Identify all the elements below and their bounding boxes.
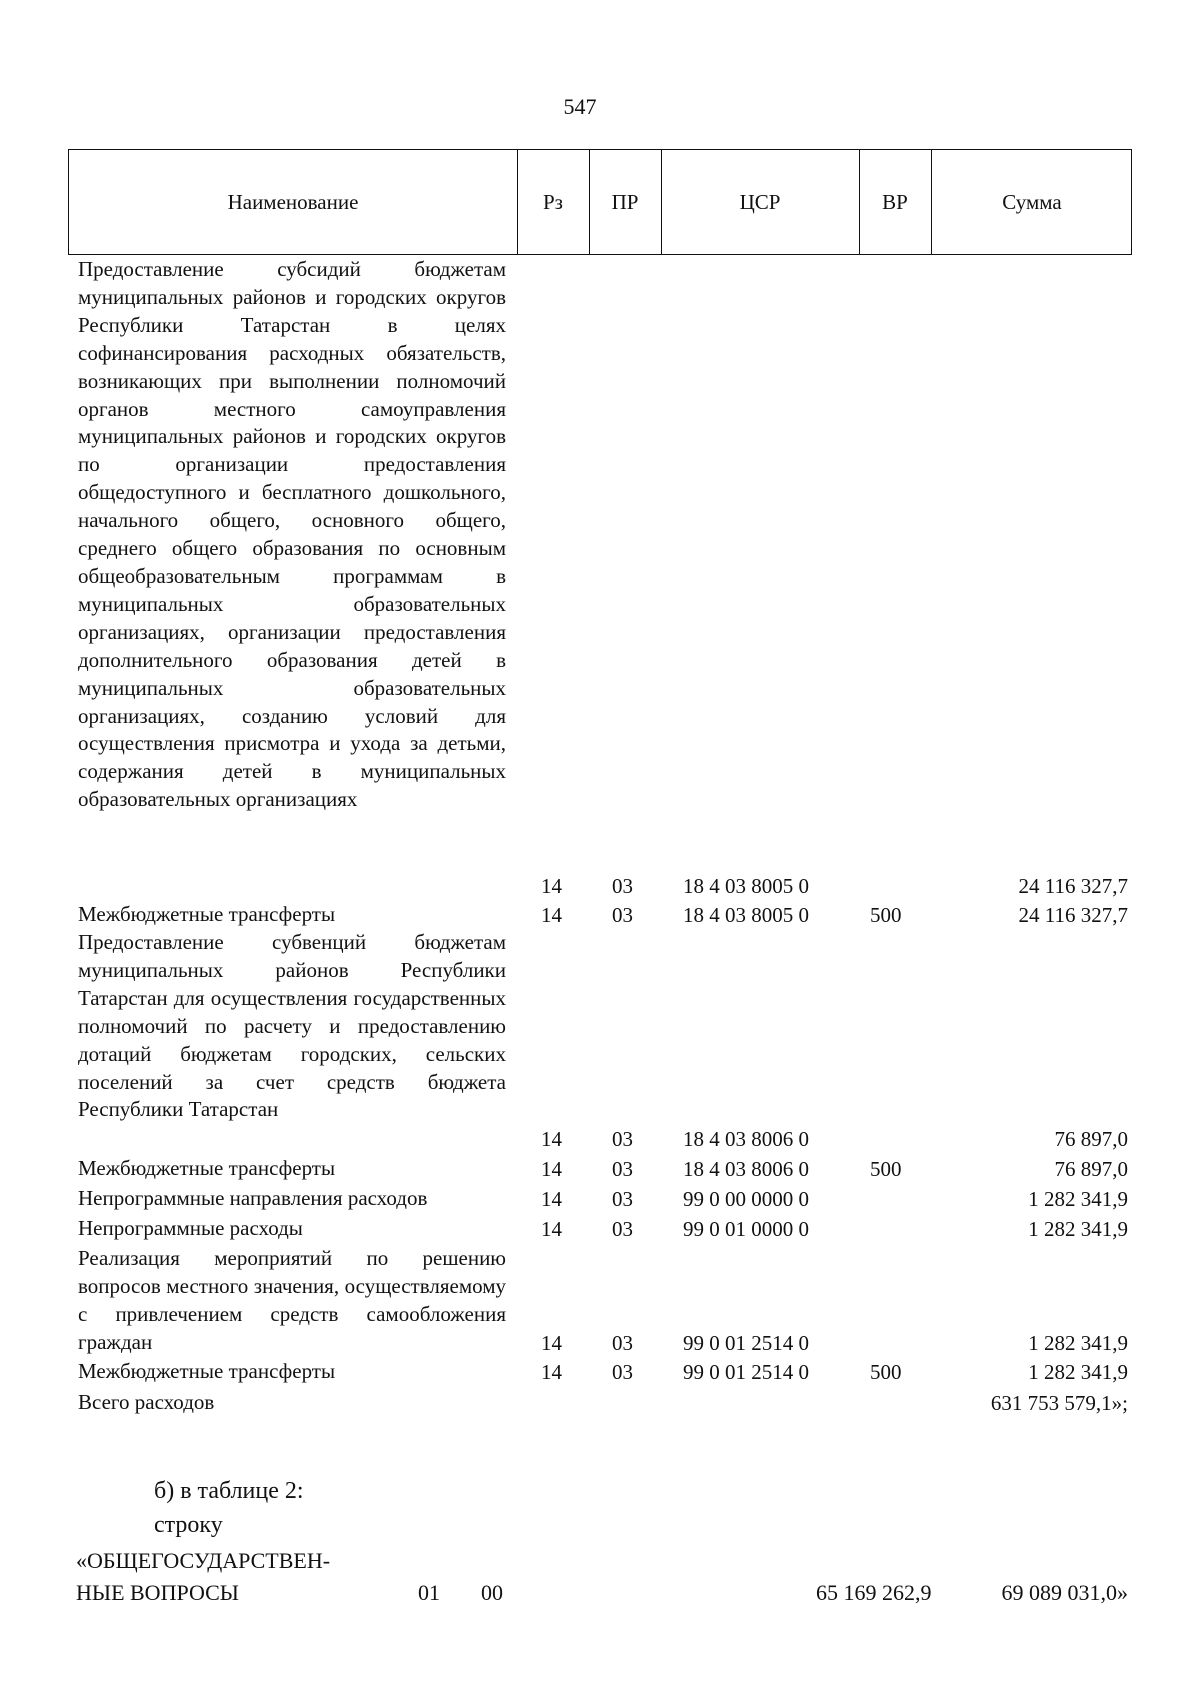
table2-sum1: 65 169 262,9	[816, 1580, 932, 1605]
row-7-rz: 14	[541, 1360, 562, 1384]
row-6-pr: 03	[612, 1331, 633, 1355]
row-0-rz: 14	[541, 874, 562, 898]
row-4-rz: 14	[541, 1187, 562, 1211]
row-6-rz: 14	[541, 1331, 562, 1355]
row-2-rz: 14	[541, 1127, 562, 1151]
row-2-csr: 18 4 03 8006 0	[683, 1127, 809, 1151]
row-2-sum: 76 897,0	[1054, 1127, 1128, 1151]
row-7-csr: 99 0 01 2514 0	[683, 1360, 809, 1384]
row-6-name: Реализация мероприятий по решению вопросов местного значения, осуществляемому с привлечением средств самообложения граждан	[78, 1246, 506, 1354]
page-number: 547	[563, 94, 597, 119]
row-6-sum: 1 282 341,9	[1028, 1331, 1128, 1355]
row-5-csr: 99 0 01 0000 0	[683, 1217, 809, 1241]
table2-sum2: 69 089 031,0»	[1001, 1580, 1128, 1605]
row-3-sum: 76 897,0	[1054, 1157, 1128, 1181]
table-header	[68, 149, 1132, 255]
row-3-pr: 03	[612, 1157, 633, 1181]
row-0-sum: 24 116 327,7	[1018, 874, 1128, 898]
table2-line-label: строку	[154, 1512, 223, 1538]
row-0-pr: 03	[612, 874, 633, 898]
row-1-csr: 18 4 03 8005 0	[683, 903, 809, 927]
row-3-rz: 14	[541, 1157, 562, 1181]
row-3-vr: 500	[870, 1157, 902, 1181]
table2-rz: 01	[418, 1580, 440, 1605]
row-4-name: Непрограммные направления расходов	[78, 1186, 428, 1210]
header-csr: ЦСР	[739, 189, 781, 214]
row-8-name: Всего расходов	[78, 1390, 215, 1414]
row-7-name: Межбюджетные трансферты	[78, 1359, 336, 1383]
header-sum: Сумма	[1002, 189, 1062, 214]
row-3-name: Межбюджетные трансферты	[78, 1156, 336, 1180]
row-5-sum: 1 282 341,9	[1028, 1217, 1128, 1241]
table2-name-line2: НЫЕ ВОПРОСЫ	[76, 1580, 239, 1605]
row-5-rz: 14	[541, 1217, 562, 1241]
table2-pr: 00	[481, 1580, 503, 1605]
row-1-rz: 14	[541, 903, 562, 927]
row-1-name: Межбюджетные трансферты	[78, 902, 336, 926]
header-pr: ПР	[611, 189, 639, 214]
header-name: Наименование	[227, 189, 359, 214]
header-rz: Рз	[543, 189, 563, 214]
row-5-name: Непрограммные расходы	[78, 1216, 303, 1240]
row-6-csr: 99 0 01 2514 0	[683, 1331, 809, 1355]
row-1-sum: 24 116 327,7	[1018, 903, 1128, 927]
row-8-sum: 631 753 579,1»;	[990, 1391, 1128, 1415]
row-7-sum: 1 282 341,9	[1028, 1360, 1128, 1384]
table2-name-line1: «ОБЩЕГОСУДАРСТВЕН-	[76, 1548, 331, 1573]
row-3-csr: 18 4 03 8006 0	[683, 1157, 809, 1181]
header-vr: ВР	[882, 189, 908, 214]
table2-intro: б) в таблице 2:	[154, 1478, 304, 1504]
row-5-pr: 03	[612, 1217, 633, 1241]
row-4-csr: 99 0 00 0000 0	[683, 1187, 809, 1211]
row-7-pr: 03	[612, 1360, 633, 1384]
row-4-sum: 1 282 341,9	[1028, 1187, 1128, 1211]
row-1-pr: 03	[612, 903, 633, 927]
row-2-name: Предоставление субвенций бюджетам муниципальных районов Республики Татарстан для осуществления государственных полномочий по расчету и предоставлению дотаций бюджетам городских, сельских поселений за счет средств бюджета Республики Татарстан	[78, 930, 506, 1122]
row-4-pr: 03	[612, 1187, 633, 1211]
row-1-vr: 500	[870, 903, 902, 927]
row-2-pr: 03	[612, 1127, 633, 1151]
row-0-name: Предоставление субсидий бюджетам муниципальных районов и городских округов Республики Татарстан в целях софинансирования расходных обязательств, возникающих при выполнении полномочий органов местного самоуправления муниципальных районов и городских округов по организации предоставления общедоступного и бесплатного дошкольного, начального общего, основного общего, среднего общего образования по основным общеобразовательным программам в муниципальных образовательных организациях, организации предоставления дополнительного образования детей в муниципальных образовательных организациях, созданию условий для осуществления присмотра и ухода за детьми, содержания детей в муниципальных образовательных организациях	[78, 257, 506, 812]
row-0-csr: 18 4 03 8005 0	[683, 874, 809, 898]
row-7-vr: 500	[870, 1360, 902, 1384]
